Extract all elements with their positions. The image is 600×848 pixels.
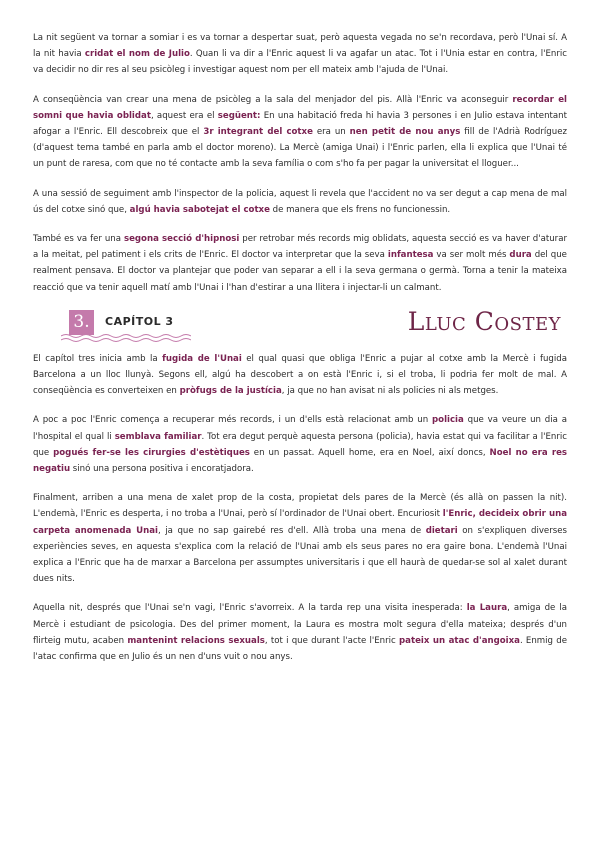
wave-decoration [61, 333, 191, 343]
paragraph [33, 412, 567, 477]
body-text: va ser molt més [433, 250, 510, 261]
highlighted-text: següent: [217, 110, 261, 121]
body-text: Finalment, arriben a una mena de xalet prop de la costa, propietat dels pares de la Mercè (és allà on passen la nit). L'endemà, l'Enric es desperta, i no troba a l'Unai, però sí l'ordinador de l'Unai obert. Encuriosit [33, 493, 567, 520]
body-text: era un [312, 127, 350, 138]
body-text: , tot i que durant l'acte l'Enric [264, 635, 400, 646]
body-text: El capítol tres inicia amb la [33, 353, 163, 364]
body-text: on s'expliquen diverses experiències seves, en aquesta s'explica com la relació de l'Unai amb els seus pares no era gaire bona. L'endemà l'Unai explica a l'Enric que ha de marxar a Barcelona per assumptes universitaris i que ell haurà de quedar-se sol al xalet durant dues nits. [33, 525, 567, 585]
highlighted-text: algú havia sabotejat el cotxe [129, 204, 270, 215]
body-text: , aquest era el [150, 110, 218, 121]
body-text: fill de l'Adrià Rodríguez (d'aquest tema també en parla amb el doctor moreno). La Mercè (amiga Unai) i l'Enric parlen, ella li explica que l'Unai té un punt de raresa, com que no té contacte amb la seva família o com s'ho fa per pagar la universitat el lloguer... [33, 127, 568, 170]
body-text: , ja que no sap gairebé res d'ell. Allà troba una mena de [157, 525, 426, 536]
author-name: Lluc Costey [407, 306, 561, 336]
highlighted-text: dura [509, 250, 532, 261]
highlighted-text: dietari [425, 525, 458, 536]
highlighted-text: cridat el nom de Julio [84, 49, 190, 60]
body-text: de manera que els frens no funcionessin. [269, 204, 451, 215]
highlighted-text: pogués fer-se les cirurgies d'estètiques [53, 447, 250, 458]
body-text: A poc a poc l'Enric comença a recuperar més records, i un d'ells està relacionat amb un [33, 415, 433, 426]
highlighted-text: semblava familiar [114, 431, 202, 442]
highlighted-text: segona secció d'hipnosi [123, 234, 240, 245]
highlighted-text: pateix un atac d'angoixa [399, 635, 520, 646]
page-content [33, 30, 567, 678]
highlighted-text: infantesa [387, 250, 434, 261]
body-text: . Quan li va dir a l'Enric aquest li va agafar un atac. Tot i l'Unia estar en contra, l'Enric va decidir no dir res al seu psicòleg i investigar aquest nom per ell mateix amb l'ajuda de l'Unai. [33, 49, 567, 76]
body-text: En una habitació freda hi havia 3 persones i en Julio estava intentant afogar a l'Enric. Ell descobreix que el [33, 110, 567, 138]
body-text: . Enmig de l'atac confirma que en Julio és un nen d'uns vuit o nou anys. [33, 635, 567, 663]
body-text: , ja que no han avisat ni als policies ni als metges. [281, 386, 499, 397]
body-text: per retrobar més records mig oblidats, aquesta secció es va haver d'aturar a la meitat, pel patiment i els crits de l'Enric. El doctor va interpretar que la seva [33, 234, 567, 261]
highlighted-text: nen petit de nou anys [349, 127, 461, 138]
body-text: del que realment pensava. El doctor va plantejar que poder van separar a ell i la seva germana o germà. Torna a tenir la mateixa reacció que va tenir aquell matí amb l'Unai i l'han d'estirar a una llitera i injectar-li un calmant. [33, 250, 567, 293]
body-text: A una sessió de seguiment amb l'inspector de la policia, aquest li revela que l'accident no va ser degut a cap mena de mal ús del cotxe sinó que, [33, 188, 567, 215]
body-text: , amiga de la Mercè i estudiant de psicologia. Des del primer moment, la Laura es mostra molt segura d'ella mateixa; després d'un flirteig mutu, acaben [33, 603, 567, 646]
paragraph [33, 600, 567, 665]
chapter-label: CAPÍTOL 3 [105, 314, 174, 328]
highlighted-text: pròfugs de la justícia [179, 386, 282, 397]
highlighted-text: 3r integrant del cotxe [203, 127, 313, 138]
highlighted-text: fugida de l'Unai [162, 353, 242, 364]
highlighted-text: mantenint relacions sexuals [127, 635, 265, 646]
highlighted-text: Noel no era res negatiu [33, 447, 568, 475]
highlighted-text: policia [432, 415, 464, 426]
body-text: que va veure un dia a l'hospital el qual li [33, 415, 567, 442]
chapter-number-box: 3. [69, 310, 94, 335]
body-text: A conseqüència van crear una mena de psicòleg a la sala del menjador del pis. Allà l'Enric va aconseguir [33, 94, 513, 105]
body-text: el qual quasi que obliga l'Enric a pujar al cotxe amb la Mercè i fugida Barcelona a un lloc llunyà. Segons ell, algú ha descobert a on està l'Enric i, si el troba, li podria fer molt de mal. A conseqüència es converteixen en [33, 353, 567, 397]
body-text: sinó una persona positiva i encoratjadora. [70, 464, 254, 475]
paragraph [33, 186, 567, 218]
highlighted-text: l'Enric, decideix obrir una carpeta anomenada Unai [33, 509, 567, 536]
highlighted-text: recordar el somni que havia oblidat [33, 94, 567, 121]
body-text: La nit següent va tornar a somiar i es va tornar a despertar suat, però aquesta vegada no se'n recordava, però l'Unai sí. A la nit havia [33, 33, 567, 60]
body-text: . Tot era degut perquè aquesta persona (policia), havia estat qui va facilitar a l'Enric que [33, 431, 567, 458]
chapter-header [33, 305, 567, 345]
paragraph [33, 351, 567, 400]
body-text: Aquella nit, després que l'Unai se'n vagi, l'Enric s'avorreix. A la tarda rep una visita inesperada: [33, 603, 467, 614]
paragraph [33, 231, 567, 296]
paragraph [33, 92, 567, 173]
paragraph [33, 490, 567, 587]
paragraph [33, 30, 567, 79]
body-text: en un passat. Aquell home, era en Noel, així doncs, [249, 447, 490, 458]
highlighted-text: la Laura [466, 603, 508, 614]
body-text: També es va fer una [33, 234, 124, 245]
